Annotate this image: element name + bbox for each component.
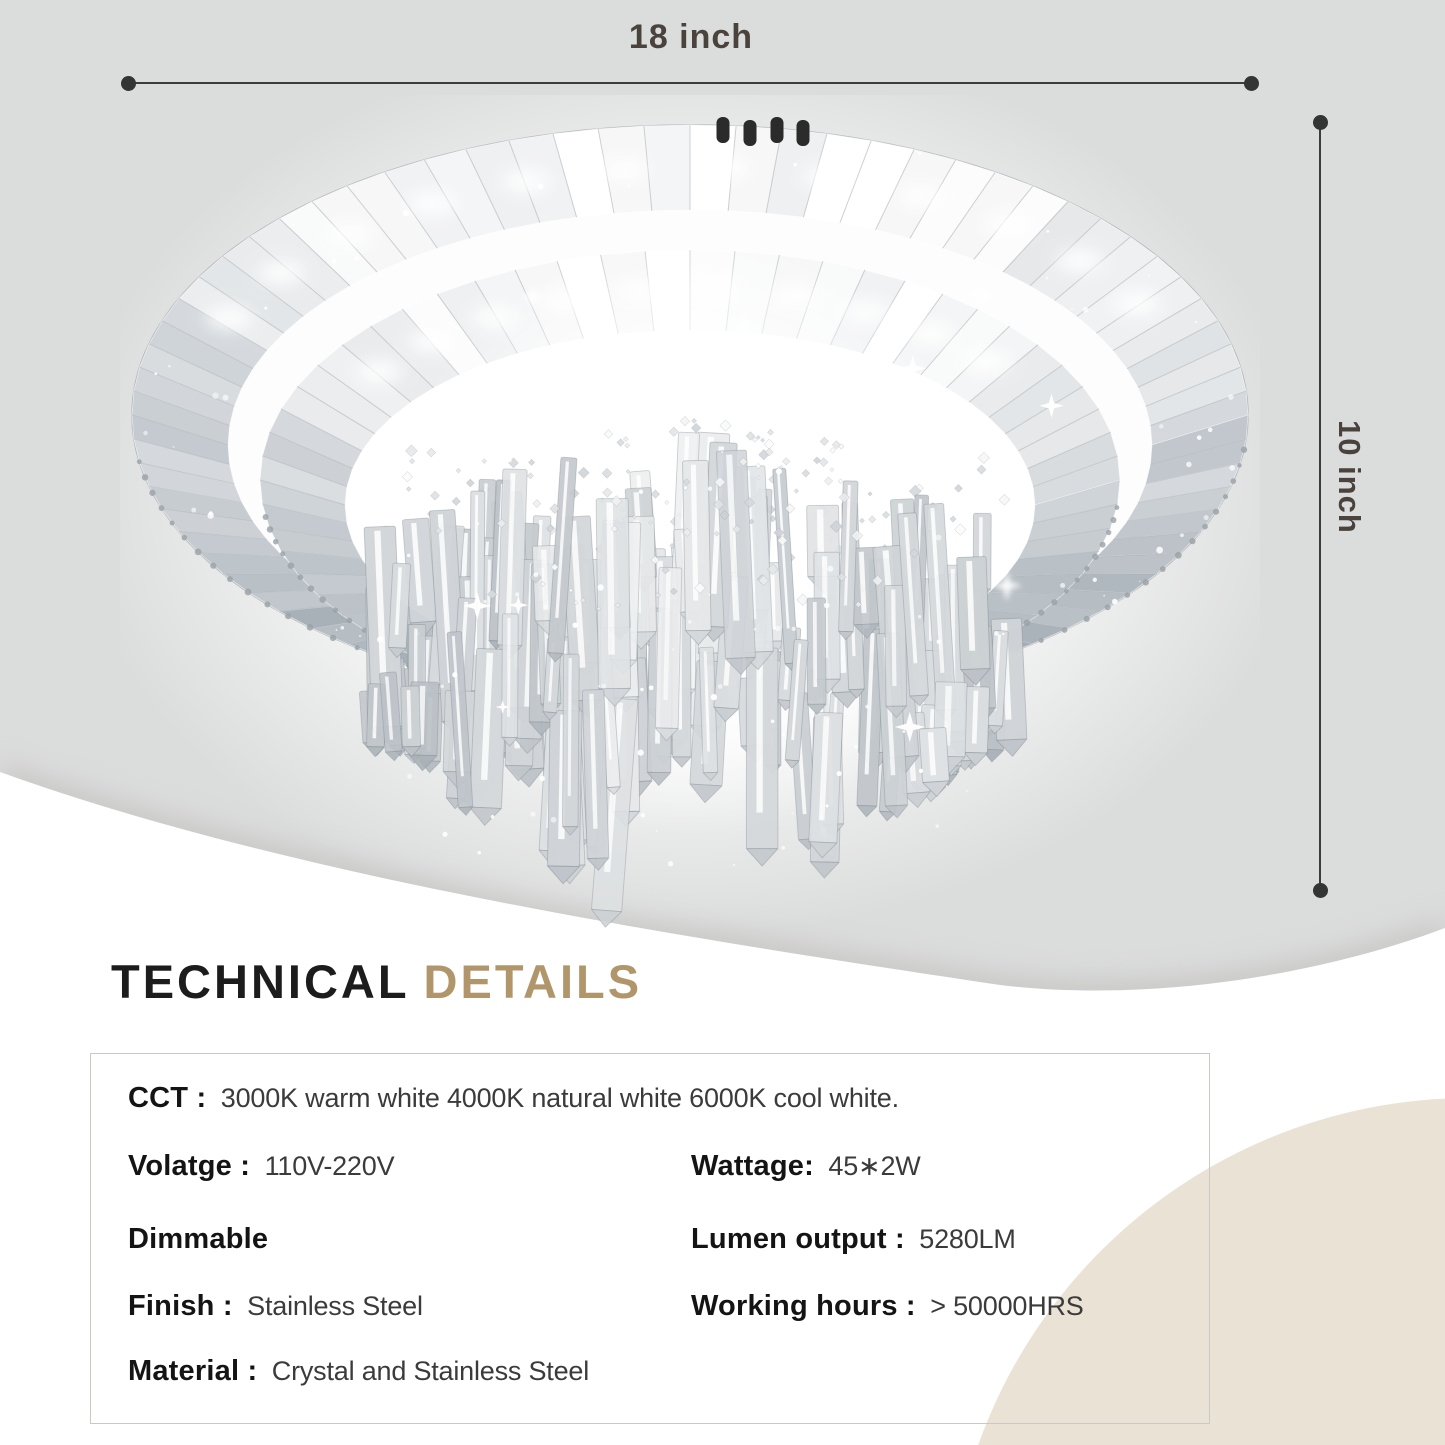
spec-label-wattage: Wattage: [691,1150,814,1182]
spec-row-working-hours [691,1290,1084,1323]
spec-row-lumen [691,1223,1016,1256]
spec-row-wattage [691,1150,921,1183]
spec-label-cct: CCT : [128,1082,207,1114]
spec-value-lumen: 5280LM [919,1224,1016,1254]
spec-value-finish: Stainless Steel [247,1291,423,1321]
spec-row-cct [128,1082,899,1115]
width-dimension-dot-right [1244,76,1259,91]
spec-row-voltage [128,1150,394,1183]
section-heading [111,956,642,1008]
spec-label-material: Material : [128,1355,258,1387]
spec-label-dimmable: Dimmable [128,1223,269,1255]
heading-details: DETAILS [423,955,643,1008]
width-dimension-line [128,82,1251,84]
spec-label-finish: Finish : [128,1290,233,1322]
technical-details-panel [90,1053,1210,1424]
spec-row-dimmable [128,1223,278,1256]
spec-label-lumen: Lumen output : [691,1223,905,1255]
spec-value-cct: 3000K warm white 4000K natural white 6000K cool white. [220,1083,899,1113]
spec-value-voltage: 110V-220V [264,1151,395,1181]
spec-label-voltage: Volatge : [128,1150,251,1182]
spec-value-working-hours: > 50000HRS [930,1291,1084,1321]
spec-row-finish [128,1290,423,1323]
width-dimension-dot-left [121,76,136,91]
height-dimension-label: 10 inch [1332,420,1367,534]
chandelier-image [120,95,1260,1010]
width-dimension-label: 18 inch [628,18,754,56]
spec-value-material: Crystal and Stainless Steel [271,1356,590,1386]
height-dimension-line [1319,122,1321,890]
height-dimension-dot-top [1313,115,1328,130]
spec-value-wattage: 45∗2W [828,1151,921,1181]
spec-label-working-hours: Working hours : [691,1290,916,1322]
spec-row-material [128,1355,589,1388]
heading-technical: TECHNICAL [111,955,410,1008]
height-dimension-dot-bottom [1313,883,1328,898]
